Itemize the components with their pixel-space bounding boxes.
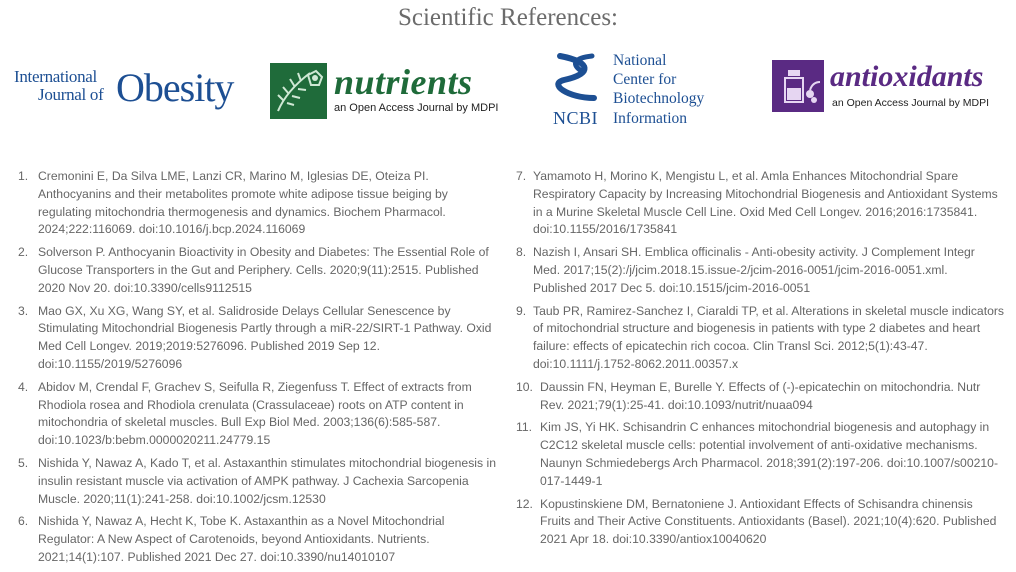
- reference-item: [18, 168, 502, 239]
- reference-item: [516, 168, 1004, 239]
- reference-text: Daussin FN, Heyman E, Burelle Y. Effects of (-)-epicatechin on mitochondria. Nutr Rev. 2021;79(1):25-41. doi:10.1093/nutrit/nuaa094: [540, 379, 981, 412]
- obesity-logo-title: Obesity: [116, 65, 234, 110]
- nutrients-journal-logo: [270, 63, 500, 119]
- reference-text: Yamamoto H, Morino K, Mengistu L, et al. Amla Enhances Mitochondrial Spare Respiratory Capacity by Increasing Mitochondrial Biogenesis and Antioxidant Systems in a Murine Skeletal Muscle Cell Line. Oxid Med Cell Longev. 2016;2016:1735841. doi:10.1155/2016/1735841: [533, 169, 998, 237]
- reference-text: Taub PR, Ramirez-Sanchez I, Ciaraldi TP, et al. Alterations in skeletal muscle indicators of mitochondrial structure and biogenesis in patients with type 2 diabetes and heart failure: effects of epicatechin rich cocoa. Clin Transl Sci. 2012;5(1):43-47. doi:10.1111/j.1752-8062.2011.00357.x: [533, 303, 1005, 371]
- obesity-journal-logo: [14, 66, 254, 114]
- reference-number: 2.: [18, 245, 29, 260]
- reference-text: Solverson P. Anthocyanin Bioactivity in Obesity and Diabetes: The Essential Role of Glucose Transporters in the Gut and Periphery. Cells. 2020;9(11):2515. Published 2020 Nov 20. doi:10.3390/cells9112515: [38, 245, 489, 295]
- antioxidants-emblem-icon: [772, 60, 824, 112]
- ncbi-name-line4: Information: [613, 110, 688, 127]
- reference-number: 11.: [516, 420, 533, 435]
- reference-item: [516, 303, 1004, 374]
- obesity-logo-line1: International: [14, 67, 97, 86]
- reference-text: Nishida Y, Nawaz A, Hecht K, Tobe K. Astaxanthin as a Novel Mitochondrial Regulator: A New Aspect of Carotenoids, beyond Antioxidants. Nutrients. 2021;14(1):107. Published 2021 Dec 27. doi:10.3390/nu14010107: [38, 514, 445, 564]
- reference-text: Mao GX, Xu XG, Wang SY, et al. Salidroside Delays Cellular Senescence by Stimulating Mitochondrial Biogenesis Partly through a miR-22/SIRT-1 Pathway. Oxid Med Cell Longev. 2019;2019:5276096. Published 2019 Sep 12. doi:10.1155/2019/5276096: [38, 303, 492, 371]
- reference-item: [18, 244, 502, 297]
- ncbi-name-line2: Center for: [613, 71, 677, 88]
- reference-item: [18, 455, 502, 508]
- reference-number: 10.: [516, 379, 533, 394]
- reference-item: [18, 303, 502, 374]
- reference-number: 9.: [516, 303, 527, 318]
- page-title: Scientific References:: [397, 4, 619, 31]
- ncbi-logo: [552, 52, 752, 130]
- reference-text: Abidov M, Crendal F, Grachev S, Seifulla R, Ziegenfuss T. Effect of extracts from Rhodiola rosea and Rhodiola crenulata (Crassulaceae) roots on ATP content in mitochondria of skeletal muscles. Bull Exp Biol Med. 2003;136(6):585-587. doi:10.1023/b:bebm.0000020211.24779.15: [38, 379, 472, 448]
- antioxidants-logo-name: antioxidants: [830, 60, 984, 93]
- antioxidants-logo-subtitle: an Open Access Journal by MDPI: [832, 97, 989, 109]
- reference-item: [516, 419, 1004, 490]
- obesity-logo-line2: Journal of: [38, 85, 104, 104]
- reference-text: Nishida Y, Nawaz A, Kado T, et al. Astaxanthin stimulates mitochondrial biogenesis in insulin resistant muscle via activation of AMPK pathway. J Cachexia Sarcopenia Muscle. 2020;11(1):241-258. doi:10.1002/jcsm.12530: [38, 455, 496, 506]
- reference-number: 6.: [18, 514, 29, 529]
- ncbi-acronym: NCBI: [553, 108, 599, 128]
- nutrients-logo-subtitle: an Open Access Journal by MDPI: [334, 102, 499, 114]
- reference-number: 12.: [516, 496, 533, 511]
- ncbi-name-line3: Biotechnology: [613, 90, 705, 107]
- reference-number: 1.: [18, 169, 29, 183]
- reference-item: [18, 513, 502, 566]
- reference-number: 7.: [516, 169, 527, 183]
- reference-text: Nazish I, Ansari SH. Emblica officinalis - Anti-obesity activity. J Complement Integr Med. 2017;15(2):/j/jcim.2018.15.issue-2/jcim-2016-0051/jcim-2016-0051.xml. Published 2017 Dec 5. doi:10.1515/jcim-2016-0051: [533, 245, 975, 295]
- reference-item: [516, 496, 1004, 549]
- reference-number: 3.: [18, 303, 29, 318]
- reference-text: Kopustinskiene DM, Bernatoniene J. Antioxidant Effects of Schisandra chinensis Fruits and Their Active Constituents. Antioxidants (Basel). 2021;10(4):620. Published 2021 Apr 18. doi:10.3390/antiox10040620: [540, 496, 997, 547]
- reference-list-left: [18, 168, 502, 572]
- reference-item: [516, 379, 1004, 415]
- ncbi-name-line1: National: [613, 52, 667, 69]
- reference-item: [18, 379, 502, 450]
- dna-helix-icon: [552, 52, 602, 102]
- reference-text: Cremonini E, Da Silva LME, Lanzi CR, Marino M, Iglesias DE, Oteiza PI. Anthocyanins and their metabolites promote white adipose tissue beiging by regulating mitochondria thermogenesis and dynamics. Biochem Pharmacol. 2024;222:116069. doi:10.1016/j.bcp.2024.116069: [38, 169, 448, 237]
- reference-text: Kim JS, Yi HK. Schisandrin C enhances mitochondrial biogenesis and autophagy in C2C12 skeletal muscle cells: potential involvement of anti-oxidative mechanisms. Naunyn Schmiedebergs Arch Pharmacol. 2018;391(2):197-206. doi:10.1007/s00210-017-1449-1: [540, 420, 999, 488]
- reference-item: [516, 244, 1004, 297]
- nutrients-emblem-icon: [270, 63, 327, 119]
- reference-list-right: [516, 168, 1004, 554]
- reference-number: 8.: [516, 245, 527, 260]
- reference-number: 4.: [18, 379, 29, 394]
- antioxidants-journal-logo: [772, 60, 1002, 116]
- nutrients-logo-name: nutrients: [334, 62, 473, 102]
- reference-number: 5.: [18, 455, 29, 470]
